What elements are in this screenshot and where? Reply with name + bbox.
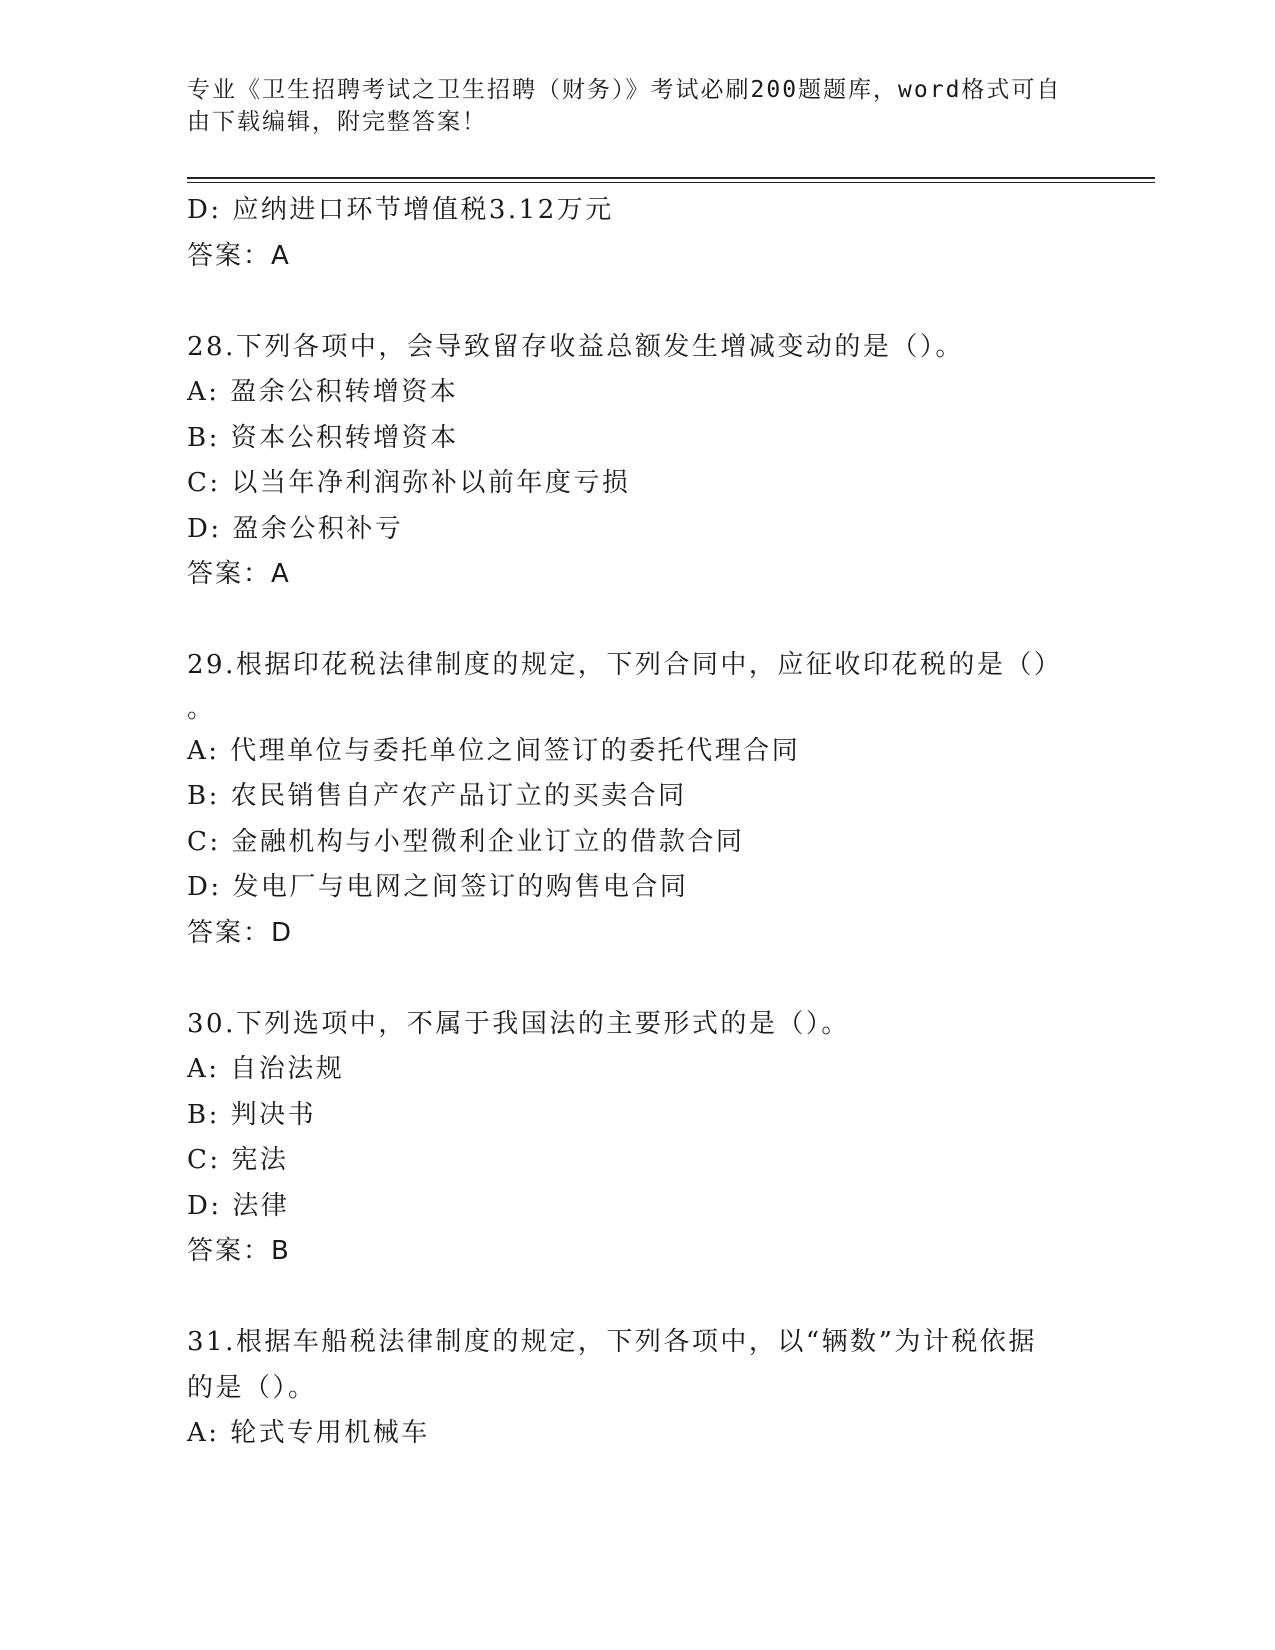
answer-line: 答案：B [187,1236,291,1266]
option-d: D: 发电厂与电网之间签订的购售电合同 [187,872,689,902]
answer-line: 答案：A [187,559,291,589]
question-list [187,188,1087,1457]
option-c: C: 宪法 [187,1145,289,1175]
option-d: D: 应纳进口环节增值税3.12万元 [187,195,614,225]
header-line-2: 由下载编辑，附完整答案！ [187,109,487,135]
question-29 [187,643,1087,956]
answer-line: 答案：D [187,917,294,948]
option-c: C: 以当年净利润弥补以前年度亏损 [187,468,631,498]
header-line-1: 专业《卫生招聘考试之卫生招聘（财务）》考试必刷200题题库，word格式可自 [187,77,1062,103]
option-d: D: 法律 [187,1190,290,1221]
option-b: B: 农民销售自产农产品订立的买卖合同 [187,781,687,811]
spacer [187,598,1087,644]
previous-question-tail [187,188,1087,279]
header-divider-thick [187,177,1155,179]
question-28 [187,325,1087,598]
option-b: B: 判决书 [187,1099,317,1130]
spacer [187,279,1087,325]
question-30 [187,1002,1087,1275]
option-d: D: 盈余公积补亏 [187,513,404,544]
question-stem: 31.根据车船税法律制度的规定，下列各项中，以“辆数”为计税依据 [187,1327,1037,1357]
question-stem: 29.根据印花税法律制度的规定，下列合同中，应征收印花税的是（） [187,650,1063,680]
question-31 [187,1320,1087,1457]
spacer [187,956,1087,1002]
option-a: A: 自治法规 [187,1054,345,1084]
header-divider-thin [187,182,1155,183]
question-stem: 28.下列各项中，会导致留存收益总额发生增减变动的是（）。 [187,331,964,362]
option-c: C: 金融机构与小型微利企业订立的借款合同 [187,826,745,857]
option-a: A: 代理单位与委托单位之间签订的委托代理合同 [187,735,801,766]
option-b: B: 资本公积转增资本 [187,422,459,453]
question-stem: 30.下列选项中，不属于我国法的主要形式的是（）。 [187,1008,850,1039]
document-header [187,74,1067,138]
question-stem-continuation: 。 [187,693,214,724]
answer-line: 答案：A [187,240,291,271]
option-a: A: 盈余公积转增资本 [187,377,459,407]
option-a: A: 轮式专用机械车 [187,1418,430,1448]
question-stem-continuation: 的是（）。 [187,1372,317,1403]
spacer [187,1275,1087,1321]
